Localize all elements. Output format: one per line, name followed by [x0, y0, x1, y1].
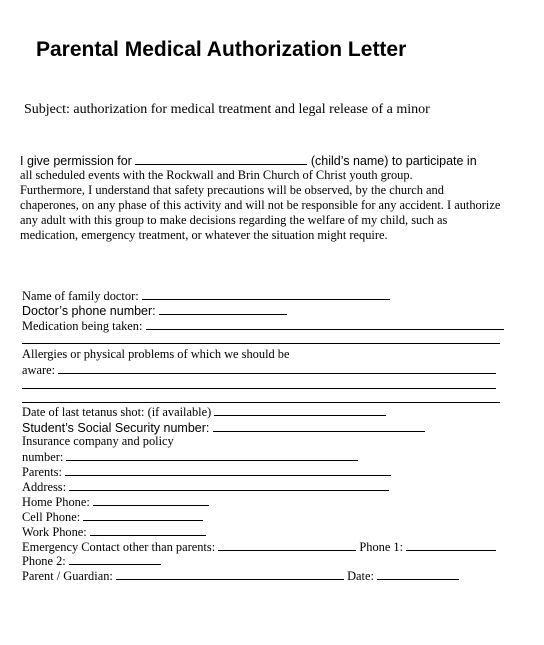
guardian-row [22, 568, 459, 584]
address-label: Address: [22, 480, 67, 494]
parents-field[interactable] [65, 464, 391, 476]
emergency-field[interactable] [218, 539, 356, 551]
ssn-label: Student’s Social Security number: [22, 421, 210, 435]
home-phone-label: Home Phone: [22, 495, 90, 509]
parents-label: Parents: [22, 465, 62, 479]
cell-phone-row [22, 509, 203, 525]
address-row [22, 479, 389, 495]
phone1-field[interactable] [406, 539, 496, 551]
home-phone-row [22, 494, 209, 510]
child-name-field[interactable] [135, 153, 307, 165]
cell-phone-field[interactable] [83, 509, 203, 521]
allergies-label-1: Allergies or physical problems of which we should be [22, 347, 290, 361]
permission-line: all scheduled events with the Rockwall and Brin Church of Christ youth group. [20, 168, 413, 182]
permission-trail: (child’s name) to participate in [310, 154, 477, 168]
doctor-phone-row [22, 303, 287, 318]
emergency-label: Emergency Contact other than parents: [22, 540, 216, 554]
family-doctor-field[interactable] [142, 288, 390, 300]
insurance-field[interactable] [66, 449, 358, 461]
medication-row [22, 318, 504, 334]
insurance-row [22, 449, 358, 465]
medication-extra-line[interactable] [22, 343, 500, 344]
allergies-row [22, 362, 496, 378]
address-field[interactable] [69, 479, 389, 491]
permission-lead: I give permission for [20, 154, 132, 168]
work-phone-label: Work Phone: [22, 525, 87, 539]
family-doctor-row [22, 288, 390, 304]
family-doctor-label: Name of family doctor: [22, 289, 139, 303]
insurance-label-2: number: [22, 450, 64, 464]
home-phone-field[interactable] [93, 494, 209, 506]
subject-line: Subject: authorization for medical treatment and legal release of a minor [24, 102, 430, 117]
tetanus-row [22, 404, 386, 420]
phone2-label: Phone 2: [22, 554, 66, 568]
phone2-row [22, 553, 161, 569]
ssn-row [22, 420, 425, 435]
permission-first-line [20, 153, 477, 168]
page-title: Parental Medical Authorization Letter [36, 38, 407, 61]
parents-row [22, 464, 391, 480]
date-field[interactable] [377, 568, 459, 580]
cell-phone-label: Cell Phone: [22, 510, 81, 524]
allergies-extra-line[interactable] [22, 402, 500, 403]
tetanus-label: Date of last tetanus shot: (if available) [22, 405, 212, 419]
doctor-phone-label: Doctor’s phone number: [22, 304, 156, 318]
work-phone-field[interactable] [90, 524, 206, 536]
ssn-field[interactable] [213, 420, 425, 432]
doctor-phone-field[interactable] [159, 303, 287, 315]
medication-field[interactable] [146, 318, 504, 330]
phone2-field[interactable] [69, 553, 161, 565]
medication-label: Medication being taken: [22, 319, 143, 333]
permission-line: chaperones, on any phase of this activity and will not be responsible for any accident. I authorize [20, 198, 501, 212]
guardian-label: Parent / Guardian: [22, 569, 113, 583]
date-label: Date: [347, 569, 374, 583]
permission-line: any adult with this group to make decisions regarding the welfare of my child, such as [20, 213, 448, 227]
work-phone-row [22, 524, 206, 540]
tetanus-field[interactable] [214, 404, 386, 416]
allergies-extra-line[interactable] [22, 388, 496, 389]
guardian-signature-field[interactable] [116, 568, 344, 580]
allergies-label-2: aware: [22, 363, 56, 377]
permission-line: Furthermore, I understand that safety precautions will be observed, by the church and [20, 183, 444, 197]
insurance-label-1: Insurance company and policy [22, 434, 174, 448]
allergies-field[interactable] [58, 362, 496, 374]
phone1-label: Phone 1: [359, 540, 404, 554]
permission-line: medication, emergency treatment, or whatever the situation might require. [20, 228, 388, 242]
